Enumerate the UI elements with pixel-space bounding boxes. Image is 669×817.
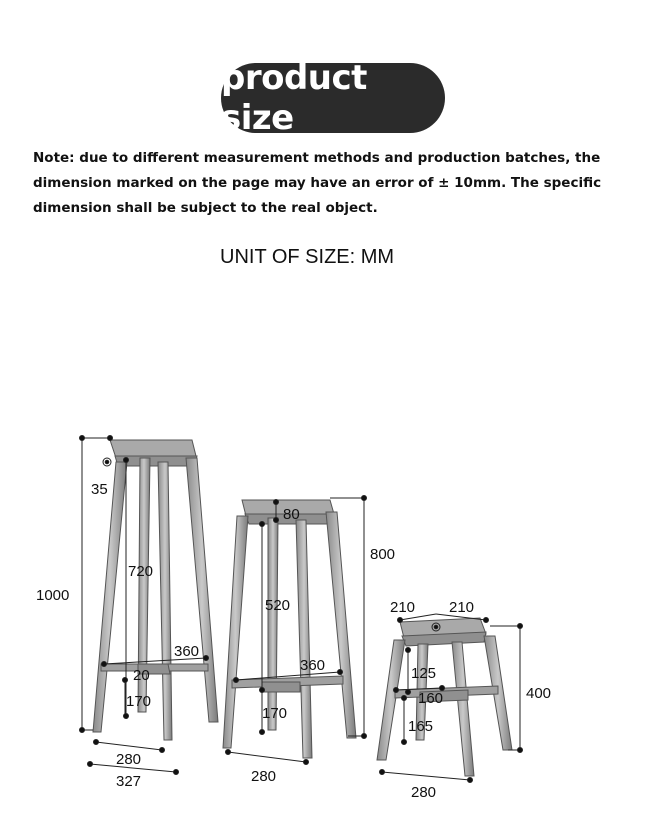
low-top-left-label: 210: [390, 599, 416, 616]
unit-label: UNIT OF SIZE: MM: [220, 246, 395, 268]
tall-stretcher-height-label: 170: [126, 693, 152, 710]
medium-stretcher-height-label: 170: [262, 705, 288, 722]
low-stool-illustration: [377, 618, 512, 776]
tall-height-label: 1000: [36, 587, 70, 604]
tall-base-width-label: 280: [116, 751, 142, 768]
tall-stretcher-label: 20: [133, 667, 150, 684]
page-title: product size: [221, 63, 445, 133]
low-upper-gap-label: 125: [411, 665, 437, 682]
tall-base-diagonal-label: 327: [116, 773, 142, 790]
low-top-right-label: 210: [449, 599, 475, 616]
measurement-note: Note: due to different measurement methods and production batches, the dimension marked on the page may have an error of ± 10mm. The specific dimension shall be subject to the real object.: [33, 150, 602, 216]
tall-top-thickness-label: 35: [91, 481, 108, 498]
medium-height-label: 800: [370, 546, 396, 563]
tall-stretcher-span-label: 360: [174, 643, 200, 660]
low-stretcher-span-label: 160: [418, 690, 444, 707]
medium-leg-inner-label: 520: [265, 597, 291, 614]
medium-stool-illustration: [223, 500, 356, 758]
medium-base-width-label: 280: [251, 768, 277, 785]
tall-stool-illustration: [93, 440, 218, 740]
medium-stretcher-span-label: 360: [300, 657, 326, 674]
tall-leg-inner-label: 720: [128, 563, 154, 580]
low-height-label: 400: [526, 685, 552, 702]
low-base-width-label: 280: [411, 784, 437, 801]
low-stretcher-height-label: 165: [408, 718, 434, 735]
medium-top-thickness-label: 80: [283, 506, 300, 523]
